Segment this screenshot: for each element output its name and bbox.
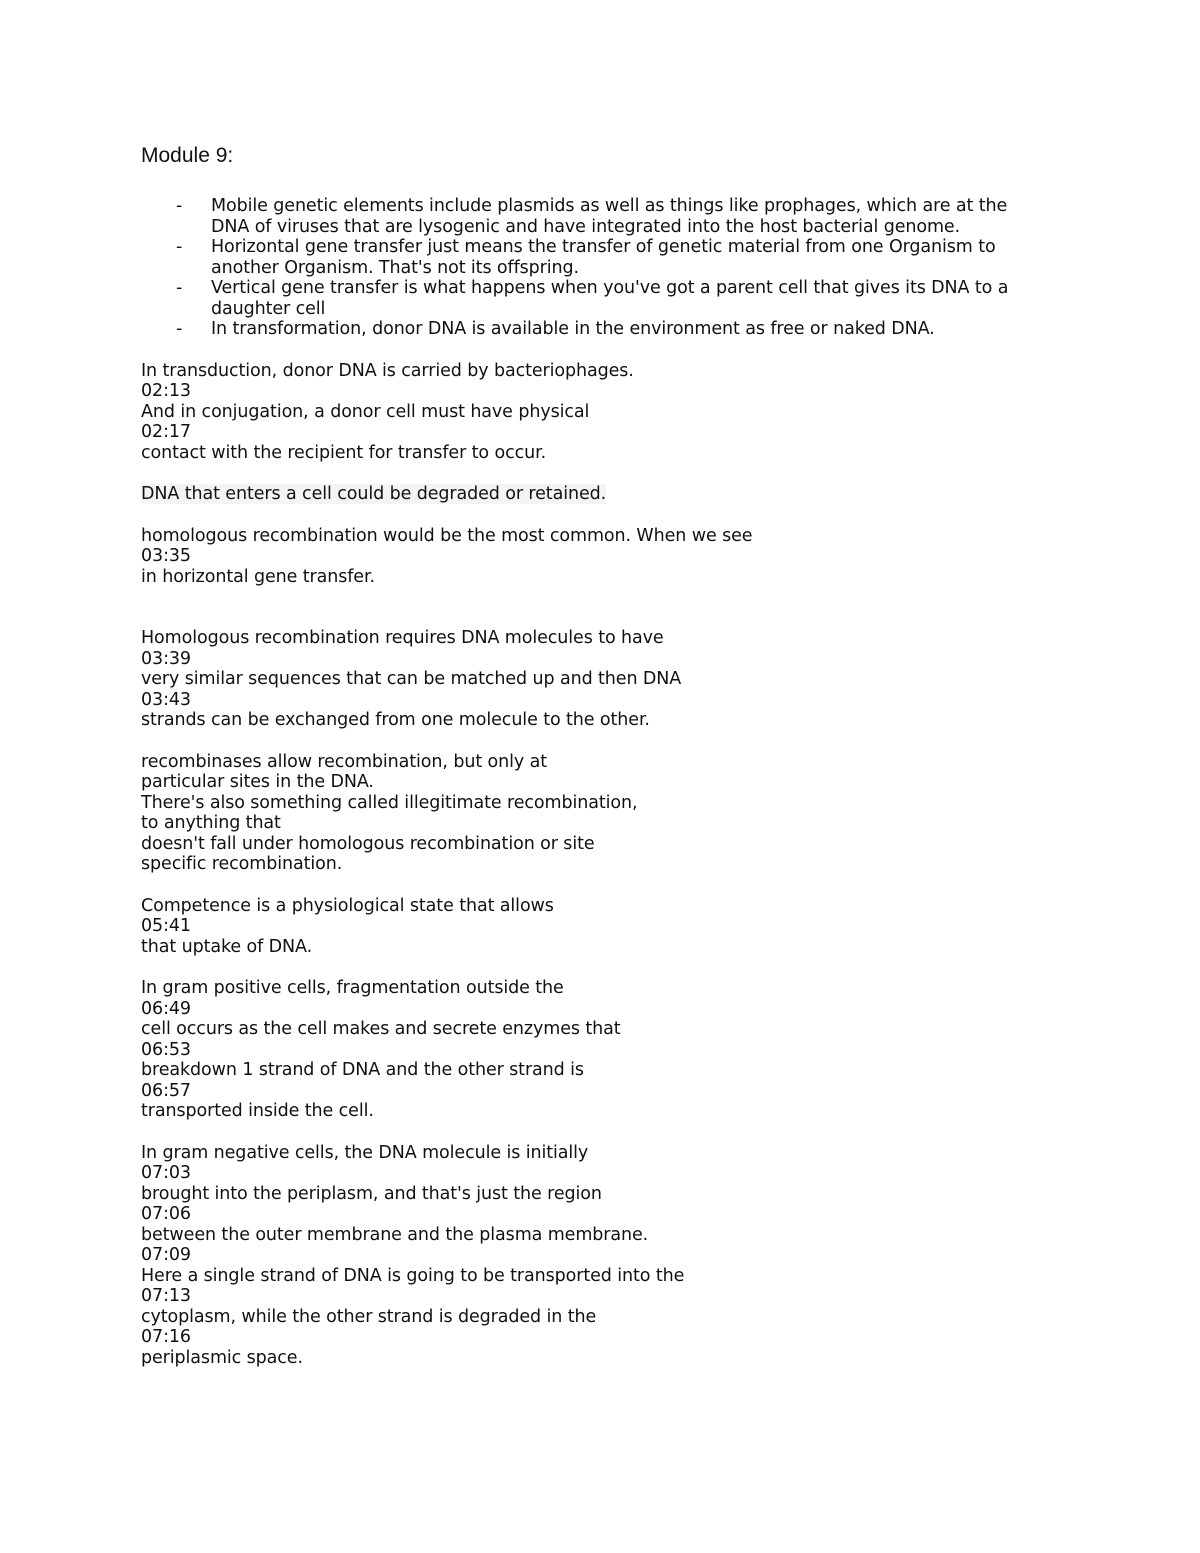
text-line: homologous recombination would be the most common. When we see	[141, 525, 753, 546]
bullet-dash: -	[176, 237, 183, 257]
document-page	[141, 142, 1071, 1389]
bullet-dash: -	[176, 319, 183, 339]
text-line: And in conjugation, a donor cell must have physical	[141, 401, 590, 422]
timestamp: 03:43	[141, 689, 191, 710]
text-line: Competence is a physiological state that allows	[141, 895, 554, 916]
bullet-item	[141, 196, 1071, 237]
bullet-dash: -	[176, 196, 183, 216]
bullet-line: another Organism. That's not its offspring.	[211, 257, 579, 278]
text-line: In gram negative cells, the DNA molecule is initially	[141, 1142, 589, 1163]
text-line: that uptake of DNA.	[141, 936, 313, 957]
text-line: contact with the recipient for transfer to occur.	[141, 442, 547, 463]
paragraph-recombinases	[141, 752, 1071, 875]
text-line: Homologous recombination requires DNA molecules to have	[141, 628, 664, 648]
text-line: In transduction, donor DNA is carried by bacteriophages.	[141, 360, 634, 381]
text-line: transported inside the cell.	[141, 1101, 374, 1121]
bullet-line: Vertical gene transfer is what happens when you've got a parent cell that gives its DNA to a	[211, 278, 1009, 298]
text-line: particular sites in the DNA.	[141, 772, 374, 792]
text-line: in horizontal gene transfer.	[141, 566, 375, 587]
bullet-line: In transformation, donor DNA is available in the environment as free or naked DNA.	[211, 319, 935, 339]
bullet-line: Horizontal gene transfer just means the transfer of genetic material from one Organism to	[211, 237, 996, 257]
highlighted-text: DNA that enters a cell could be degraded or retained.	[141, 484, 607, 504]
text-line: specific recombination.	[141, 854, 343, 874]
text-line: breakdown 1 strand of DNA and the other strand is	[141, 1060, 584, 1080]
text-line: cell occurs as the cell makes and secrete enzymes that	[141, 1019, 621, 1039]
bullet-line: daughter cell	[211, 298, 326, 319]
paragraph-homologous-common	[141, 526, 1071, 588]
text-line: brought into the periplasm, and that's just the region	[141, 1183, 602, 1204]
bullet-item	[141, 278, 1071, 319]
bullet-dash: -	[176, 278, 183, 298]
timestamp: 06:57	[141, 1080, 191, 1101]
text-line: Here a single strand of DNA is going to be transported into the	[141, 1265, 685, 1286]
bullet-list	[141, 196, 1071, 340]
timestamp: 06:49	[141, 998, 191, 1019]
timestamp: 07:03	[141, 1163, 191, 1183]
text-line: recombinases allow recombination, but only at	[141, 751, 548, 772]
text-line	[141, 484, 1071, 505]
paragraph-dna-enters	[141, 484, 1071, 505]
timestamp: 06:53	[141, 1039, 191, 1060]
timestamp: 07:16	[141, 1327, 191, 1347]
bullet-item	[141, 237, 1071, 278]
paragraph-homologous-requires	[141, 628, 1071, 731]
text-line: There's also something called illegitimate recombination,	[141, 792, 638, 813]
text-line: cytoplasm, while the other strand is degraded in the	[141, 1306, 597, 1327]
text-line: strands can be exchanged from one molecule to the other.	[141, 710, 650, 730]
timestamp: 03:35	[141, 546, 191, 566]
text-line: to anything that	[141, 813, 281, 833]
bullet-line: DNA of viruses that are lysogenic and have integrated into the host bacterial genome.	[211, 216, 961, 237]
paragraph-transduction	[141, 361, 1071, 464]
document-title: Module 9:	[141, 144, 234, 167]
bullet-item	[141, 319, 1071, 340]
text-line: In gram positive cells, fragmentation outside the	[141, 978, 564, 998]
text-line: between the outer membrane and the plasma membrane.	[141, 1224, 649, 1245]
timestamp: 07:06	[141, 1204, 191, 1224]
timestamp: 03:39	[141, 648, 191, 669]
bullet-line: Mobile genetic elements include plasmids as well as things like prophages, which are at the	[211, 196, 1008, 216]
text-line: very similar sequences that can be matched up and then DNA	[141, 669, 682, 689]
paragraph-gram-positive	[141, 978, 1071, 1122]
timestamp: 05:41	[141, 916, 191, 936]
timestamp: 02:17	[141, 422, 191, 442]
timestamp: 07:09	[141, 1245, 191, 1265]
paragraph-competence	[141, 896, 1071, 958]
paragraph-gram-negative	[141, 1143, 1071, 1369]
text-line: doesn't fall under homologous recombination or site	[141, 833, 595, 854]
timestamp: 07:13	[141, 1286, 191, 1306]
text-line: periplasmic space.	[141, 1347, 303, 1368]
timestamp: 02:13	[141, 381, 191, 401]
